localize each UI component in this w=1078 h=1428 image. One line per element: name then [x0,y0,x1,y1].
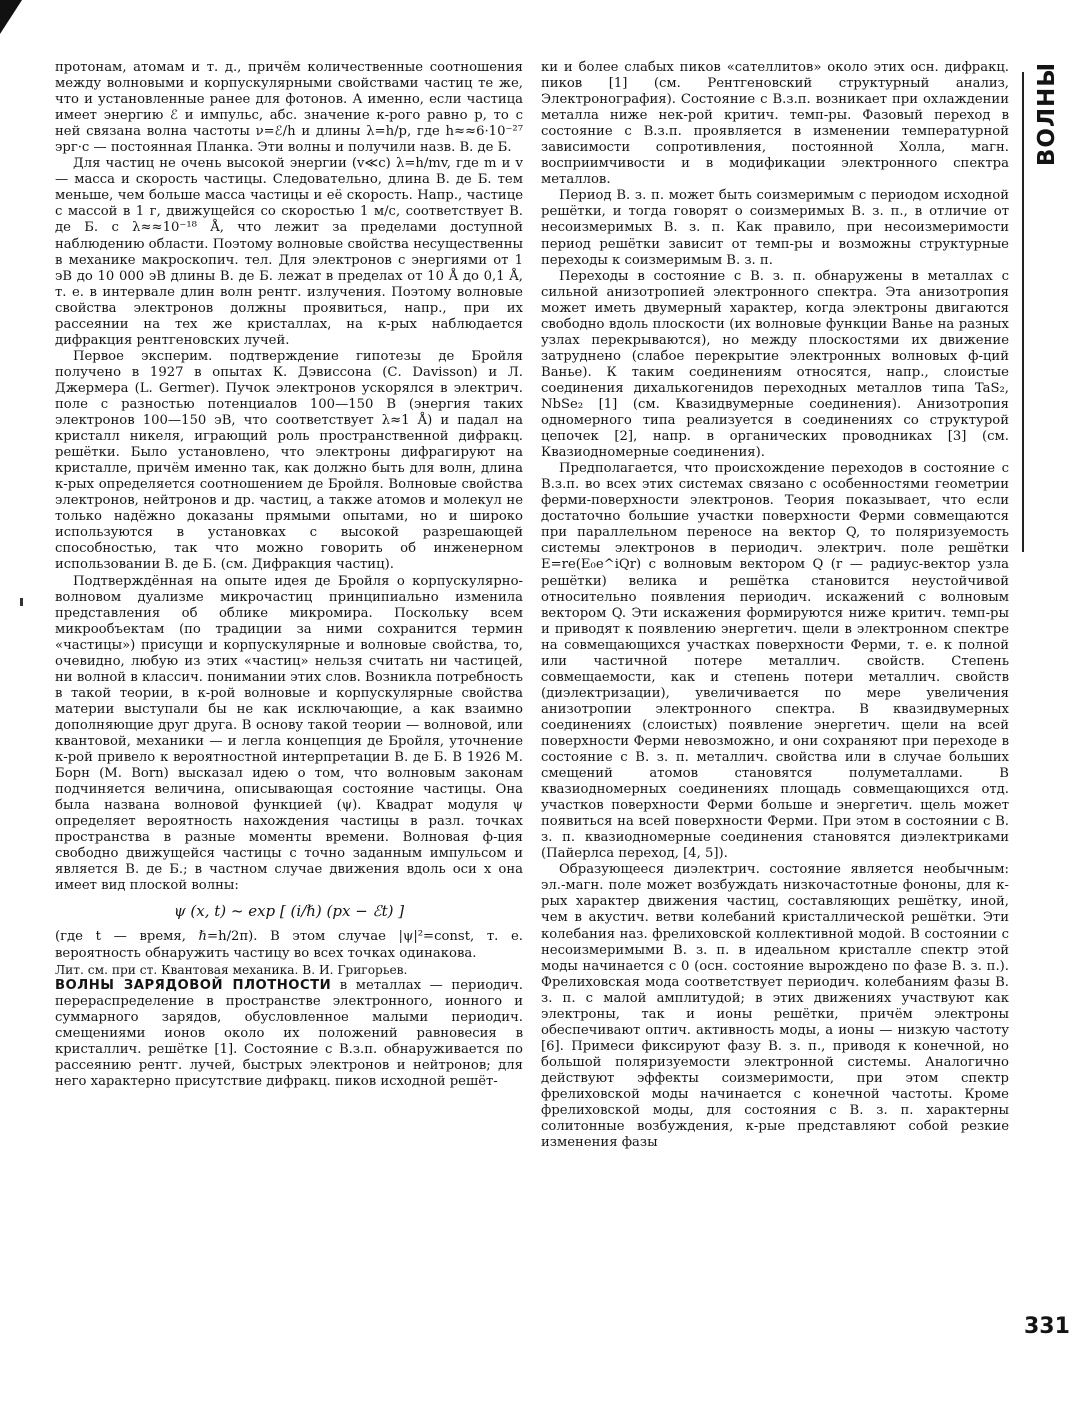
article-title: ВОЛНЫ ЗАРЯДОВОЙ ПЛОТНОСТИ [55,977,332,993]
paragraph: протонам, атомам и т. д., причём количественные соотношения между волновыми и корпускулярными свойствами частиц те же, что и установленные ранее для фотонов. А именно, если частица имеет энергию ℰ и импульс, абс. значение к-рого равно p, то с ней связана волна частоты ν=ℰ/h и длины λ=h/p, где h≈≈6·10⁻²⁷ эрг·с — постоянная Планка. Эти волны и получили назв. В. де Б. [55,60,523,156]
margin-mark [20,598,23,606]
running-head [1030,61,1064,167]
plane-wave-formula: ψ (x, t) ~ exp [ (i/ℏ) (px − ℰt) ] [173,902,405,921]
paragraph: Подтверждённая на опыте идея де Бройля о корпускулярно-волновом дуализме микрочастиц принципиально изменила представления об облике микромира. Поскольку всем микрообъектам (по традиции за ними сохранится термин «частицы») присущи и корпускулярные и волновые свойства, то, очевидно, любую из этих «частиц» нельзя считать ни частицей, ни волной в классич. понимании этих слов. Возникла потребность в такой теории, в к-рой волновые и корпускулярные свойства материи выступали бы не как исключающие, а как взаимно дополняющие друг друга. В основу такой теории — волновой, или квантовой, механики — и легла концепция де Бройля, уточнение к-рой привело к вероятностной интерпретации В. де Б. В 1926 М. Борн (M. Born) высказал идею о том, что волновым законам подчиняется величина, описывающая состояние частицы. Она была названа волновой функцией (ψ). Квадрат модуля ψ определяет вероятность нахождения частицы в разл. точках пространства в разные моменты времени. Волновая ф-ция свободно движущейся частицы с точно заданным импульсом и является В. де Б.; в частном случае движения вдоль оси x она имеет вид плоской волны: [55,573,523,894]
paragraph: Предполагается, что происхождение переходов в состояние с В.з.п. во всех этих системах связано с особенностями геометрии ферми-поверхности электронов. Теория показывает, что если достаточно большие участки поверхности Ферми совмещаются при параллельном переносе на вектор Q, то поляризуемость системы электронов в периодич. электрич. поле решётки E=re(E₀e^iQr) с волновым вектором Q (r — радиус-вектор узла решётки) велика и решётка становится неустойчивой относительно появления периодич. искажений с волновым вектором Q. Эти искажения формируются ниже критич. темп-ры и приводят к появлению энергетич. щели в электронном спектре на совмещающихся участках поверхности Ферми, т. е. к полной или частичной потере металлич. свойств. Степень совмещаемости, как и степень потери металлич. свойств (диэлектризации), увеличивается по мере увеличения анизотропии электронного спектра. В квазидвумерных соединениях (слоистых) появление энергетич. щели на всей поверхности Ферми невозможно, и они сохраняют при переходе в состояние с В. з. п. металлич. свойства или в случае больших смещений атомов становятся полуметаллами. В квазиодномерных соединениях площадь совмещающихся отд. участков поверхности Ферми больше и энергетич. щель может появиться на всей поверхности Ферми. При этом в состоянии с В. з. п. квазиодномерные соединения становятся диэлектриками (Пайерлса переход, [4, 5]). [541,461,1009,862]
page-number: 331 [1024,1314,1070,1339]
paragraph: Период В. з. п. может быть соизмеримым с периодом исходной решётки, и тогда говорят о соизмеримых В. з. п., в отличие от несоизмеримых В. з. п. Как правило, при несоизмеримости период решётки зависит от темп-ры и возможны структурные переходы к соизмеримым В. з. п. [541,188,1009,268]
paragraph: ки и более слабых пиков «сателлитов» около этих осн. дифракц. пиков [1] (см. Рентгеновский структурный анализ, Электронография). Состояние с В.з.п. возникает при охлаждении металла ниже нек-рой критич. темп-ры. Фазовый переход в состояние с В.з.п. проявляется в изменении температурной зависимости сопротивления, постоянной Холла, магн. восприимчивости и в модификации электронного спектра металлов. [541,60,1009,188]
right-column [541,60,1009,1151]
side-rule [1022,72,1024,552]
article-title-continuation: в металлах [331,977,422,993]
paragraph: (где t — время, ℏ=h/2π). В этом случае |ψ|²=const, т. е. вероятность обнаружить частицу во всех точках одинакова. [55,929,523,961]
paragraph: — периодич. перераспределение в пространстве электронного, ионного и суммарного зарядов, обусловленное малыми периодич. смещениями ионов около их положений равновесия в кристаллич. решётке [1]. Состояние с В.з.п. обнаруживается по рассеянию рентг. лучей, быстрых электронов и нейтронов; для него характерно присутствие дифракц. пиков исходной решёт- [55,977,523,1089]
running-head-text: ВОЛНЫ [1034,61,1060,167]
paragraph: Переходы в состояние с В. з. п. обнаружены в металлах с сильной анизотропией электронного спектра. Эта анизотропия может иметь двумерный характер, когда электроны двигаются свободно вдоль плоскости (их волновые функции Ванье на разных узлах перекрываются), но между плоскостями их движение затруднено (слабое перекрытие электронных волновых ф-ций Ванье). К таким соединениям относятся, напр., слоистые соединения дихалькогенидов переходных металлов типа TaS₂, NbSe₂ [1] (см. Квазидвумерные соединения). Анизотропия одномерного типа реализуется в соединениях со структурой цепочек [2], напр. в органических проводниках [3] (см. Квазиодномерные соединения). [541,268,1009,461]
literature-reference: Лит. см. при ст. Квантовая механика. В. И. Григорьев. [55,962,408,977]
article-start [55,978,523,1090]
paragraph: Для частиц не очень высокой энергии (v≪c) λ=h/mv, где m и v — масса и скорость частицы. Следовательно, длина В. де Б. тем меньше, чем больше масса частицы и её скорость. Напр., частице с массой в 1 г, движущейся со скоростью 1 м/с, соответствует В. де Б. с λ≈≈10⁻¹⁸ Å, что лежит за пределами доступной наблюдению области. Поэтому волновые свойства несущественны в механике макроскопич. тел. Для электронов с энергиями от 1 эВ до 10 000 эВ длины В. де Б. лежат в пределах от 10 Å до 0,1 Å, т. е. в интервале длин волн рентг. излучения. Поэтому волновые свойства электронов должны проявиться, напр., при их рассеянии на тех же кристаллах, на к-рых наблюдается дифракция рентгеновских лучей. [55,156,523,348]
corner-mark [0,0,22,34]
left-column [55,60,523,1090]
paragraph: Первое эксперим. подтверждение гипотезы де Бройля получено в 1927 в опытах К. Дэвиссона (С. Davisson) и Л. Джермера (L. Germer). Пучок электронов ускорялся в электрич. поле с разностью потенциалов 100—150 В (энергия таких электронов 100—150 эВ, что соответствует λ≈1 Å) и падал на кристалл никеля, играющий роль пространственной дифракц. решётки. Было установлено, что электроны дифрагируют на кристалле, причём именно так, как должно быть для волн, длина к-рых определяется соотношением де Бройля. Волновые свойства электронов, нейтронов и др. частиц, а также атомов и молекул не только надёжно доказаны прямыми опытами, но и широко используются в установках с высокой разрешающей способностью, так что можно говорить об инженерном использовании В. де Б. (см. Дифракция частиц). [55,348,523,573]
paragraph: Образующееся диэлектрич. состояние является необычным: эл.-магн. поле может возбуждать низкочастотные фононы, для к-рых характер движения частиц, составляющих решётку, иной, чем в акустич. ветви колебаний кристаллической решётки. Эти колебания наз. фрелиховской коллективной модой. В состоянии с несоизмеримыми В. з. п. в идеальном кристалле спектр этой моды начинается с 0 (осн. состояние вырождено по фазе В. з. п.). Фрелиховская мода соответствует периодич. колебаниям фазы В. з. п. с малой амплитудой; в этих движениях участвуют как электроны, так и ионы решётки, причём электроны обеспечивают оптич. активность моды, а ионы — низкую частоту [6]. Примеси фиксируют фазу В. з. п., приводя к конечной, но большой поляризуемости электронной системы. Аналогично действуют эффекты соизмеримости, при этом спектр фрелиховской моды начинается с конечной частоты. Кроме фрелиховской моды, для состояния с В. з. п. характерны солитонные возбуждения, к-рые представляют собой резкие изменения фазы [541,862,1009,1151]
